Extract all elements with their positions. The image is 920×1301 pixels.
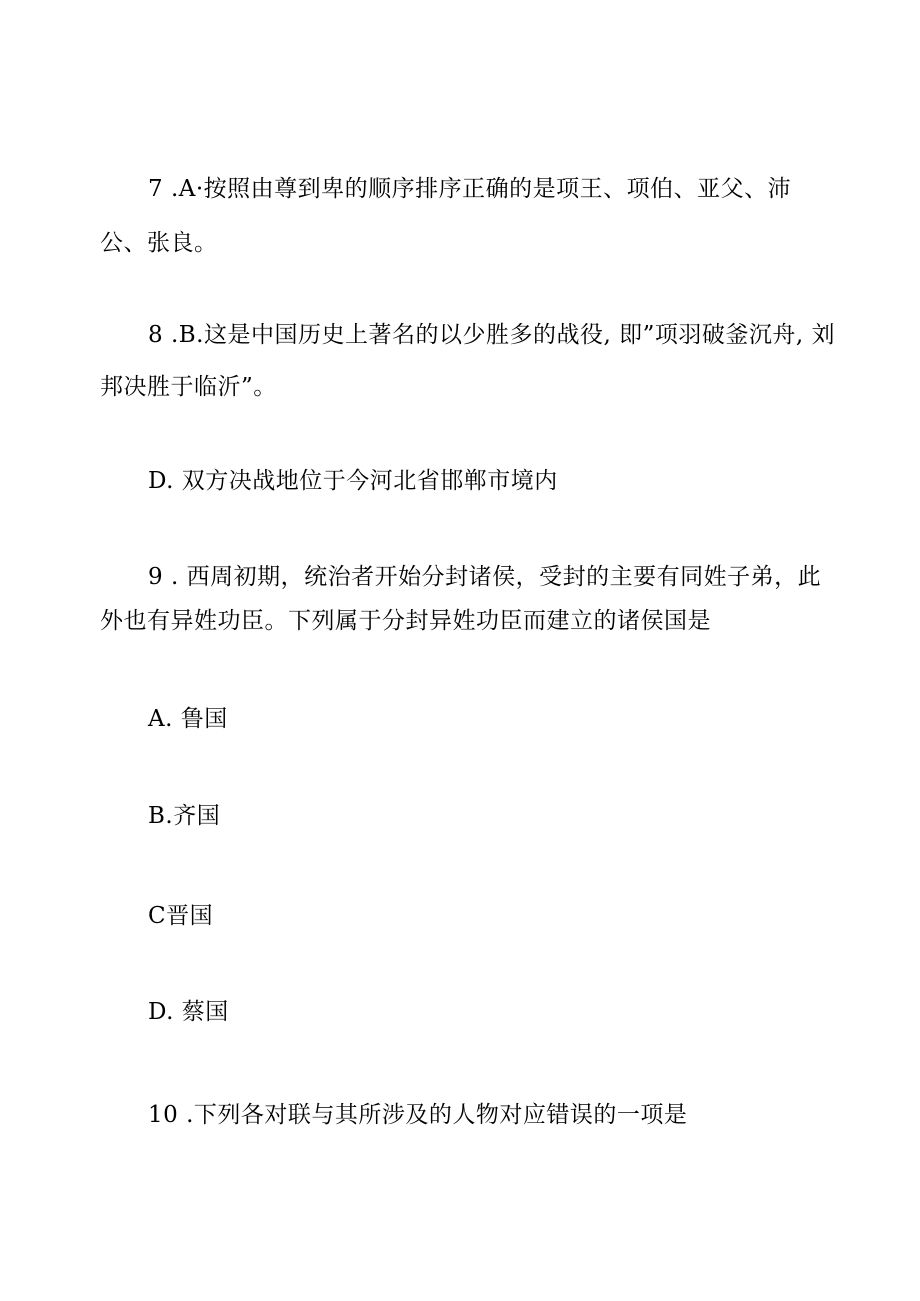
q9-line-2: 外也有异姓功臣。下列属于分封异姓功臣而建立的诸侯国是: [100, 608, 711, 634]
q10-line-1: 10 .下列各对联与其所涉及的人物对应错误的一项是: [148, 1102, 688, 1128]
q7-line-2: 公、张良。: [100, 230, 218, 256]
q9-option-a: A. 鲁国: [148, 706, 228, 732]
q9-option-d: D. 蔡国: [148, 999, 229, 1025]
q9-option-b: B.齐国: [148, 803, 221, 829]
q7-line-1: 7 .A·按照由尊到卑的顺序排序正确的是项王、项伯、亚父、沛: [148, 176, 792, 202]
q9-option-c: C晋国: [148, 903, 214, 929]
q8-line-1: 8 .B.这是中国历史上著名的以少胜多的战役, 即”项羽破釜沉舟, 刘: [148, 322, 835, 348]
q8-line-2: 邦决胜于临沂”。: [100, 374, 277, 400]
q9-line-1: 9 . 西周初期，统治者开始分封诸侯，受封的主要有同姓子弟，此: [148, 564, 822, 590]
q8-note: D. 双方决战地位于今河北省邯郸市境内: [148, 468, 558, 494]
